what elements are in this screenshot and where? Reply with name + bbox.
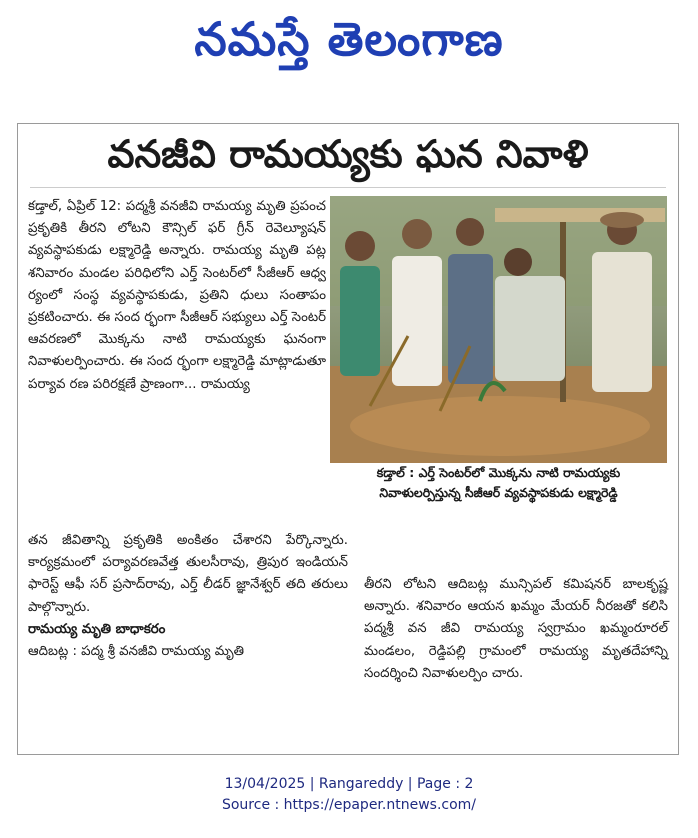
article-photo xyxy=(330,196,667,463)
footer-source: Source : https://epaper.ntnews.com/ xyxy=(221,797,477,813)
article-subheading: రామయ్య మృతి బాధాకరం xyxy=(28,621,166,637)
caption-line-2: నివాళులర్పిస్తున్న సీజీఆర్ వ్యవస్థాపకుడు లక్ష్మారెడ్డి xyxy=(379,485,618,500)
article-body-text: కడ్తాల్, ఏప్రిల్ 12: పద్మశ్రీ వనజీవి రామయ్య మృతి ప్రపంచ ప్రకృతికి తీరని లోటని కౌన్సిల్ ఫర్ గ్రీన్ రెవెల్యూషన్ వ్యవస్థాపకుడు లక్ష్మారెడ్డి అన్నారు. రామయ్య మృతి పట్ల శనివారం మండల పరిధిలోని ఎర్త్ సెంటర్‌లో సీజీఆర్ ఆధ్వ ర్యంలో సంస్థ వ్యవస్థాపకుడు, ప్రతిని ధులు సంతాపం ప్రకటించారు. ఈ సంద ర్భంగా సీజీఆర్ సభ్యులు ఎర్త్ సెంటర్ ఆవరణలో మొక్కను నాటి రామయ్యకు ఘనంగా నివాళులర్పించారు. ఈ సంద ర్భంగా లక్ష్మారెడ్డి మాట్లాడుతూ పర్యావ రణ పరిరక్షణే ప్రాణంగా... రామయ్య xyxy=(28,199,326,392)
article-sub-body: ఆదిబట్ల : పద్మ శ్రీ వనజీవి రామయ్య మృతి xyxy=(28,644,244,660)
article-column-1-continued xyxy=(28,530,348,663)
article-column-1 xyxy=(28,196,326,396)
article-column-2 xyxy=(364,574,668,685)
photo-caption xyxy=(330,463,667,503)
tree-planting-photo xyxy=(330,196,667,463)
footer-date-edition: 13/04/2025 | Rangareddy | Page : 2 xyxy=(224,776,474,792)
caption-line-1: కడ్తాల్ : ఎర్త్ సెంటర్‌లో మొక్కను నాటి రామయ్యకు xyxy=(376,465,621,480)
article-headline: వనజీవి రామయ్యకు ఘన నివాళి xyxy=(107,132,589,176)
article-body-text-2: తీరని లోటని ఆదిబట్ల మున్సిపల్ కమిషనర్ బాలకృష్ణ అన్నారు. శనివారం ఆయన ఖమ్మం మేయర్ నీరజతో కలిసి పద్మశ్రీ వన జీవి రామయ్య స్వగ్రామం ఖమ్మంరూరల్ మండలం, రెడ్డిపల్లి గ్రామంలో రామయ్య మృతదేహాన్ని సందర్శించి నివాళులర్పిం చారు. xyxy=(364,577,668,681)
newspaper-masthead: నమస్తే తెలంగాణ xyxy=(194,12,504,66)
headline-divider xyxy=(30,187,666,188)
article-body-text-continued: తన జీవితాన్ని ప్రకృతికి అంకితం చేశారని పేర్కొన్నారు. కార్యక్రమంలో పర్యావరణవేత్త తులసీరావు, త్రిపుర ఇండియన్ ఫారెస్ట్ ఆఫీ సర్ ప్రసాద్‌రావు, ఎర్త్ లీడర్ జ్ఞానేశ్వర్ తది తరులు పాల్గొన్నారు. xyxy=(28,533,348,615)
